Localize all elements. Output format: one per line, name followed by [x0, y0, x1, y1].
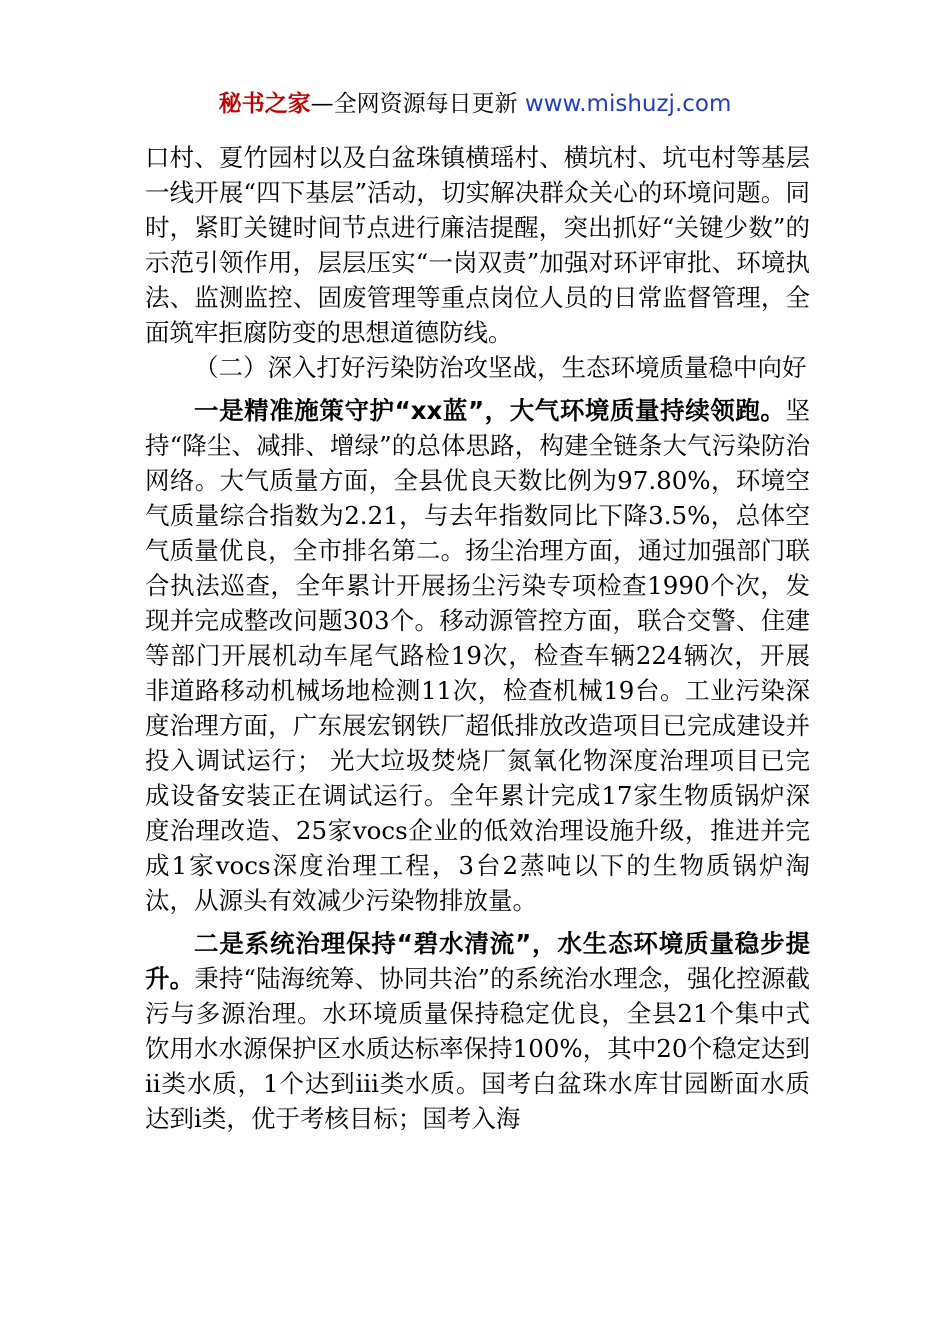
paragraph-continued: 口村、夏竹园村以及白盆珠镇横瑶村、横坑村、坑屯村等基层一线开展“四下基层”活动，切实解决群众关心的环境问题。同时，紧盯关键时间节点进行廉洁提醒，突出抓好“关键少数”的示范引领作用，层层压实“一岗双责”加强对环评审批、环境执法、监测监控、固废管理等重点岗位人员的日常监督管理，全面筑牢拒腐防变的思想道德防线。 — [145, 143, 810, 347]
paragraph-air-quality — [145, 393, 810, 918]
document-body — [145, 140, 810, 1136]
paragraph-lead-air: 一是精准施策守护“xx蓝”，大气环境质量持续领跑。 — [194, 396, 786, 425]
paragraph-text-water: 秉持“陆海统筹、协同共治”的系统治水理念，强化控源截污与多源治理。水环境质量保持稳定优良，全县21个集中式饮用水水源保护区水质达标率保持100%，其中20个稳定达到ⅱ类水质，1个达到ⅲ类水质。国考白盆珠水库甘园断面水质达到ⅰ类，优于考核目标；国考入海 — [145, 964, 810, 1133]
paragraph-water-quality — [145, 926, 810, 1136]
section-heading: （二）深入打好污染防治攻坚战，生态环境质量稳中向好 — [194, 353, 807, 382]
site-header — [0, 88, 950, 120]
paragraph-text-air: 坚持“降尘、减排、增绿”的总体思路，构建全链条大气污染防治网络。大气质量方面，全县优良天数比例为97.80%，环境空气质量综合指数为2.21，与去年指数同比下降3.5%，总体空气质量优良，全市排名第二。扬尘治理方面，通过加强部门联合执法巡查，全年累计开展扬尘污染专项检查1990个次，发现并完成整改问题303个。移动源管控方面，联合交警、住建等部门开展机动车尾气路检19次，检查车辆224辆次，开展非道路移动机械场地检测11次，检查机械19台。工业污染深度治理方面，广东展宏钢铁厂超低排放改造项目已完成建设并投入调试运行； 光大垃圾焚烧厂氮氧化物深度治理项目已完成设备安装正在调试运行。全年累计完成17家生物质锅炉深度治理改造、25家vocs企业的低效治理设施升级，推进并完成1家vocs深度治理工程，3台2蒸吨以下的生物质锅炉淘汰，从源头有效减少污染物排放量。 — [145, 396, 810, 915]
paragraph-lead-water: 二是系统治理保持“碧水清流”，水生态环境质量稳步提升。 — [145, 929, 810, 993]
site-url-link[interactable]: www.mishuzj.com — [524, 91, 732, 117]
header-tagline: —全网资源每日更新 — [310, 91, 525, 117]
brand-name: 秘书之家 — [218, 91, 311, 117]
